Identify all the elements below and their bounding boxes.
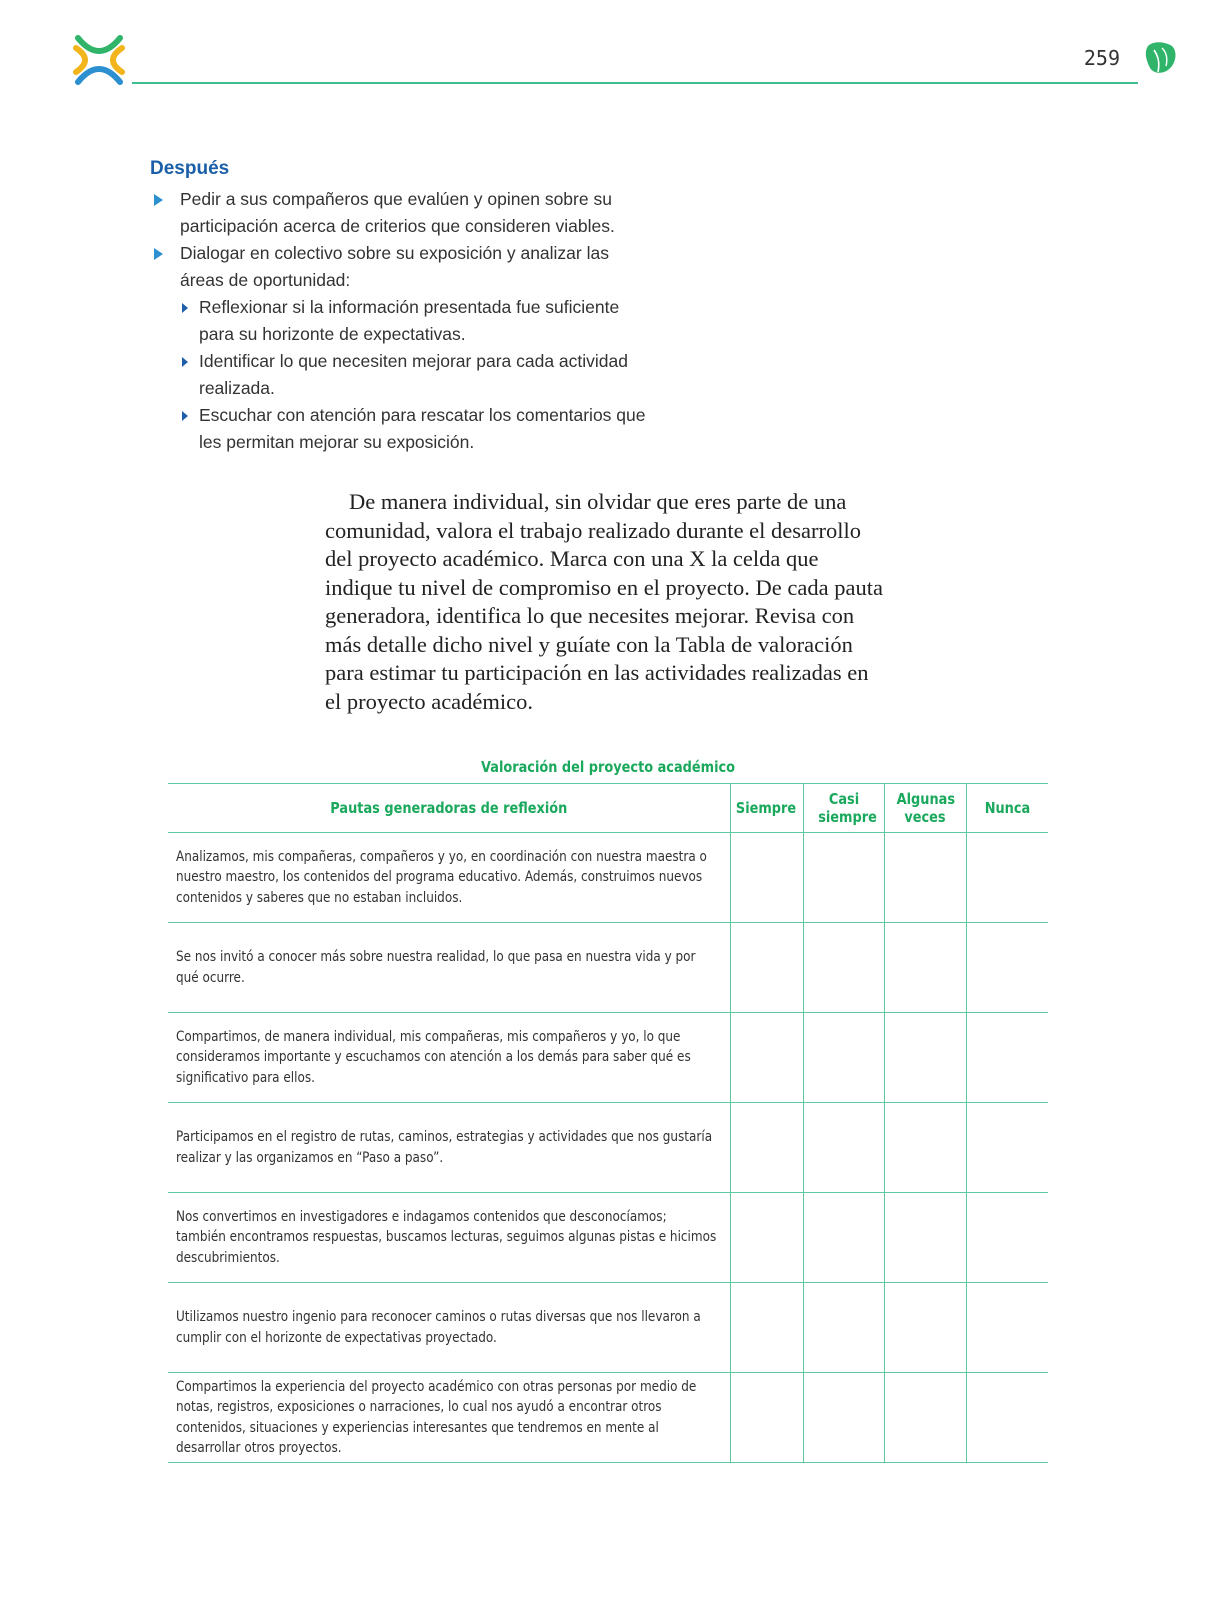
mark-cell-casi-siempre[interactable] — [803, 1013, 884, 1103]
mark-cell-nunca[interactable] — [966, 1283, 1048, 1373]
mark-cell-algunas-veces[interactable] — [884, 1373, 966, 1463]
table-row — [168, 1013, 1048, 1103]
sub-list-item: Reflexionar si la información presentada fue suficiente para su horizonte de expectativas. — [152, 294, 652, 348]
mark-cell-siempre[interactable] — [730, 1283, 803, 1373]
mark-cell-casi-siempre[interactable] — [803, 1103, 884, 1193]
valoracion-table — [168, 783, 1048, 1463]
mark-cell-algunas-veces[interactable] — [884, 923, 966, 1013]
mark-cell-algunas-veces[interactable] — [884, 1013, 966, 1103]
mark-cell-siempre[interactable] — [730, 1373, 803, 1463]
column-header-pautas: Pautas generadoras de reflexión — [168, 784, 730, 833]
interlaced-arcs-logo-icon — [72, 34, 126, 86]
mark-cell-casi-siempre[interactable] — [803, 833, 884, 923]
table-row — [168, 1103, 1048, 1193]
pauta-text: Se nos invitó a conocer más sobre nuestra realidad, lo que pasa en nuestra vida y por qué ocurre. — [168, 923, 730, 1013]
pauta-text: Nos convertimos en investigadores e indagamos contenidos que desconocíamos; también encontramos respuestas, buscamos lecturas, seguimos algunas pistas e hicimos descubrimientos. — [168, 1193, 730, 1283]
column-header-algunas-veces: Algunas veces — [884, 784, 966, 833]
table-row — [168, 1373, 1048, 1463]
despues-bullet-list — [152, 186, 652, 456]
list-item: Dialogar en colectivo sobre su exposición y analizar las áreas de oportunidad: — [152, 240, 652, 294]
column-header-nunca: Nunca — [966, 784, 1048, 833]
pauta-text: Compartimos, de manera individual, mis compañeras, mis compañeros y yo, lo que consideramos importante y escuchamos con atención a los demás para saber qué es significativo para ellos. — [168, 1013, 730, 1103]
list-item: Pedir a sus compañeros que evalúen y opinen sobre su participación acerca de criterios que consideren viables. — [152, 186, 652, 240]
mark-cell-siempre[interactable] — [730, 923, 803, 1013]
mark-cell-algunas-veces[interactable] — [884, 1193, 966, 1283]
table-title: Valoración del proyecto académico — [480, 758, 736, 776]
table-row — [168, 833, 1048, 923]
intro-paragraph: De manera individual, sin olvidar que eres parte de una comunidad, valora el trabajo realizado durante el desarrollo del proyecto académico. Marca con una X la celda que indique tu nivel de compromiso en el proyecto. De cada pauta generadora, identifica lo que necesites mejorar. Revisa con más detalle dicho nivel y guíate con la Tabla de valoración para estimar tu participación en las actividades realizadas en el proyecto académico. — [325, 489, 883, 714]
pauta-text: Participamos en el registro de rutas, caminos, estrategias y actividades que nos gustaría realizar y las organizamos en “Paso a paso”. — [168, 1103, 730, 1193]
sub-list-item: Identificar lo que necesiten mejorar para cada actividad realizada. — [152, 348, 652, 402]
mark-cell-algunas-veces[interactable] — [884, 833, 966, 923]
mark-cell-algunas-veces[interactable] — [884, 1283, 966, 1373]
sub-list-item: Escuchar con atención para rescatar los comentarios que les permitan mejorar su exposición. — [152, 402, 652, 456]
mark-cell-nunca[interactable] — [966, 1013, 1048, 1103]
table-row — [168, 923, 1048, 1013]
column-header-siempre: Siempre — [730, 784, 803, 833]
page-number: 259 — [1083, 46, 1120, 70]
table-header-row — [168, 784, 1048, 833]
column-header-casi-siempre: Casi siempre — [803, 784, 884, 833]
pauta-text: Compartimos la experiencia del proyecto académico con otras personas por medio de notas, registros, exposiciones o narraciones, lo cual nos ayudó a encontrar otros contenidos, situaciones y experiencias interesantes que tendremos en mente al desarrollar otros proyectos. — [168, 1373, 730, 1463]
mark-cell-nunca[interactable] — [966, 1373, 1048, 1463]
table-row — [168, 1283, 1048, 1373]
mark-cell-casi-siempre[interactable] — [803, 1373, 884, 1463]
green-leaf-icon — [1144, 40, 1178, 76]
section-title-despues: Después — [150, 158, 230, 179]
mark-cell-siempre[interactable] — [730, 1013, 803, 1103]
mark-cell-casi-siempre[interactable] — [803, 923, 884, 1013]
pauta-text: Analizamos, mis compañeras, compañeros y yo, en coordinación con nuestra maestra o nuestro maestro, los contenidos del programa educativo. Además, construimos nuevos contenidos y saberes que no estaban incluidos. — [168, 833, 730, 923]
mark-cell-siempre[interactable] — [730, 1103, 803, 1193]
mark-cell-nunca[interactable] — [966, 1193, 1048, 1283]
mark-cell-nunca[interactable] — [966, 923, 1048, 1013]
header-rule — [132, 82, 1138, 84]
mark-cell-casi-siempre[interactable] — [803, 1283, 884, 1373]
table-row — [168, 1193, 1048, 1283]
mark-cell-algunas-veces[interactable] — [884, 1103, 966, 1193]
mark-cell-siempre[interactable] — [730, 833, 803, 923]
pauta-text: Utilizamos nuestro ingenio para reconocer caminos o rutas diversas que nos llevaron a cumplir con el horizonte de expectativas proyectado. — [168, 1283, 730, 1373]
mark-cell-casi-siempre[interactable] — [803, 1193, 884, 1283]
mark-cell-siempre[interactable] — [730, 1193, 803, 1283]
mark-cell-nunca[interactable] — [966, 833, 1048, 923]
mark-cell-nunca[interactable] — [966, 1103, 1048, 1193]
